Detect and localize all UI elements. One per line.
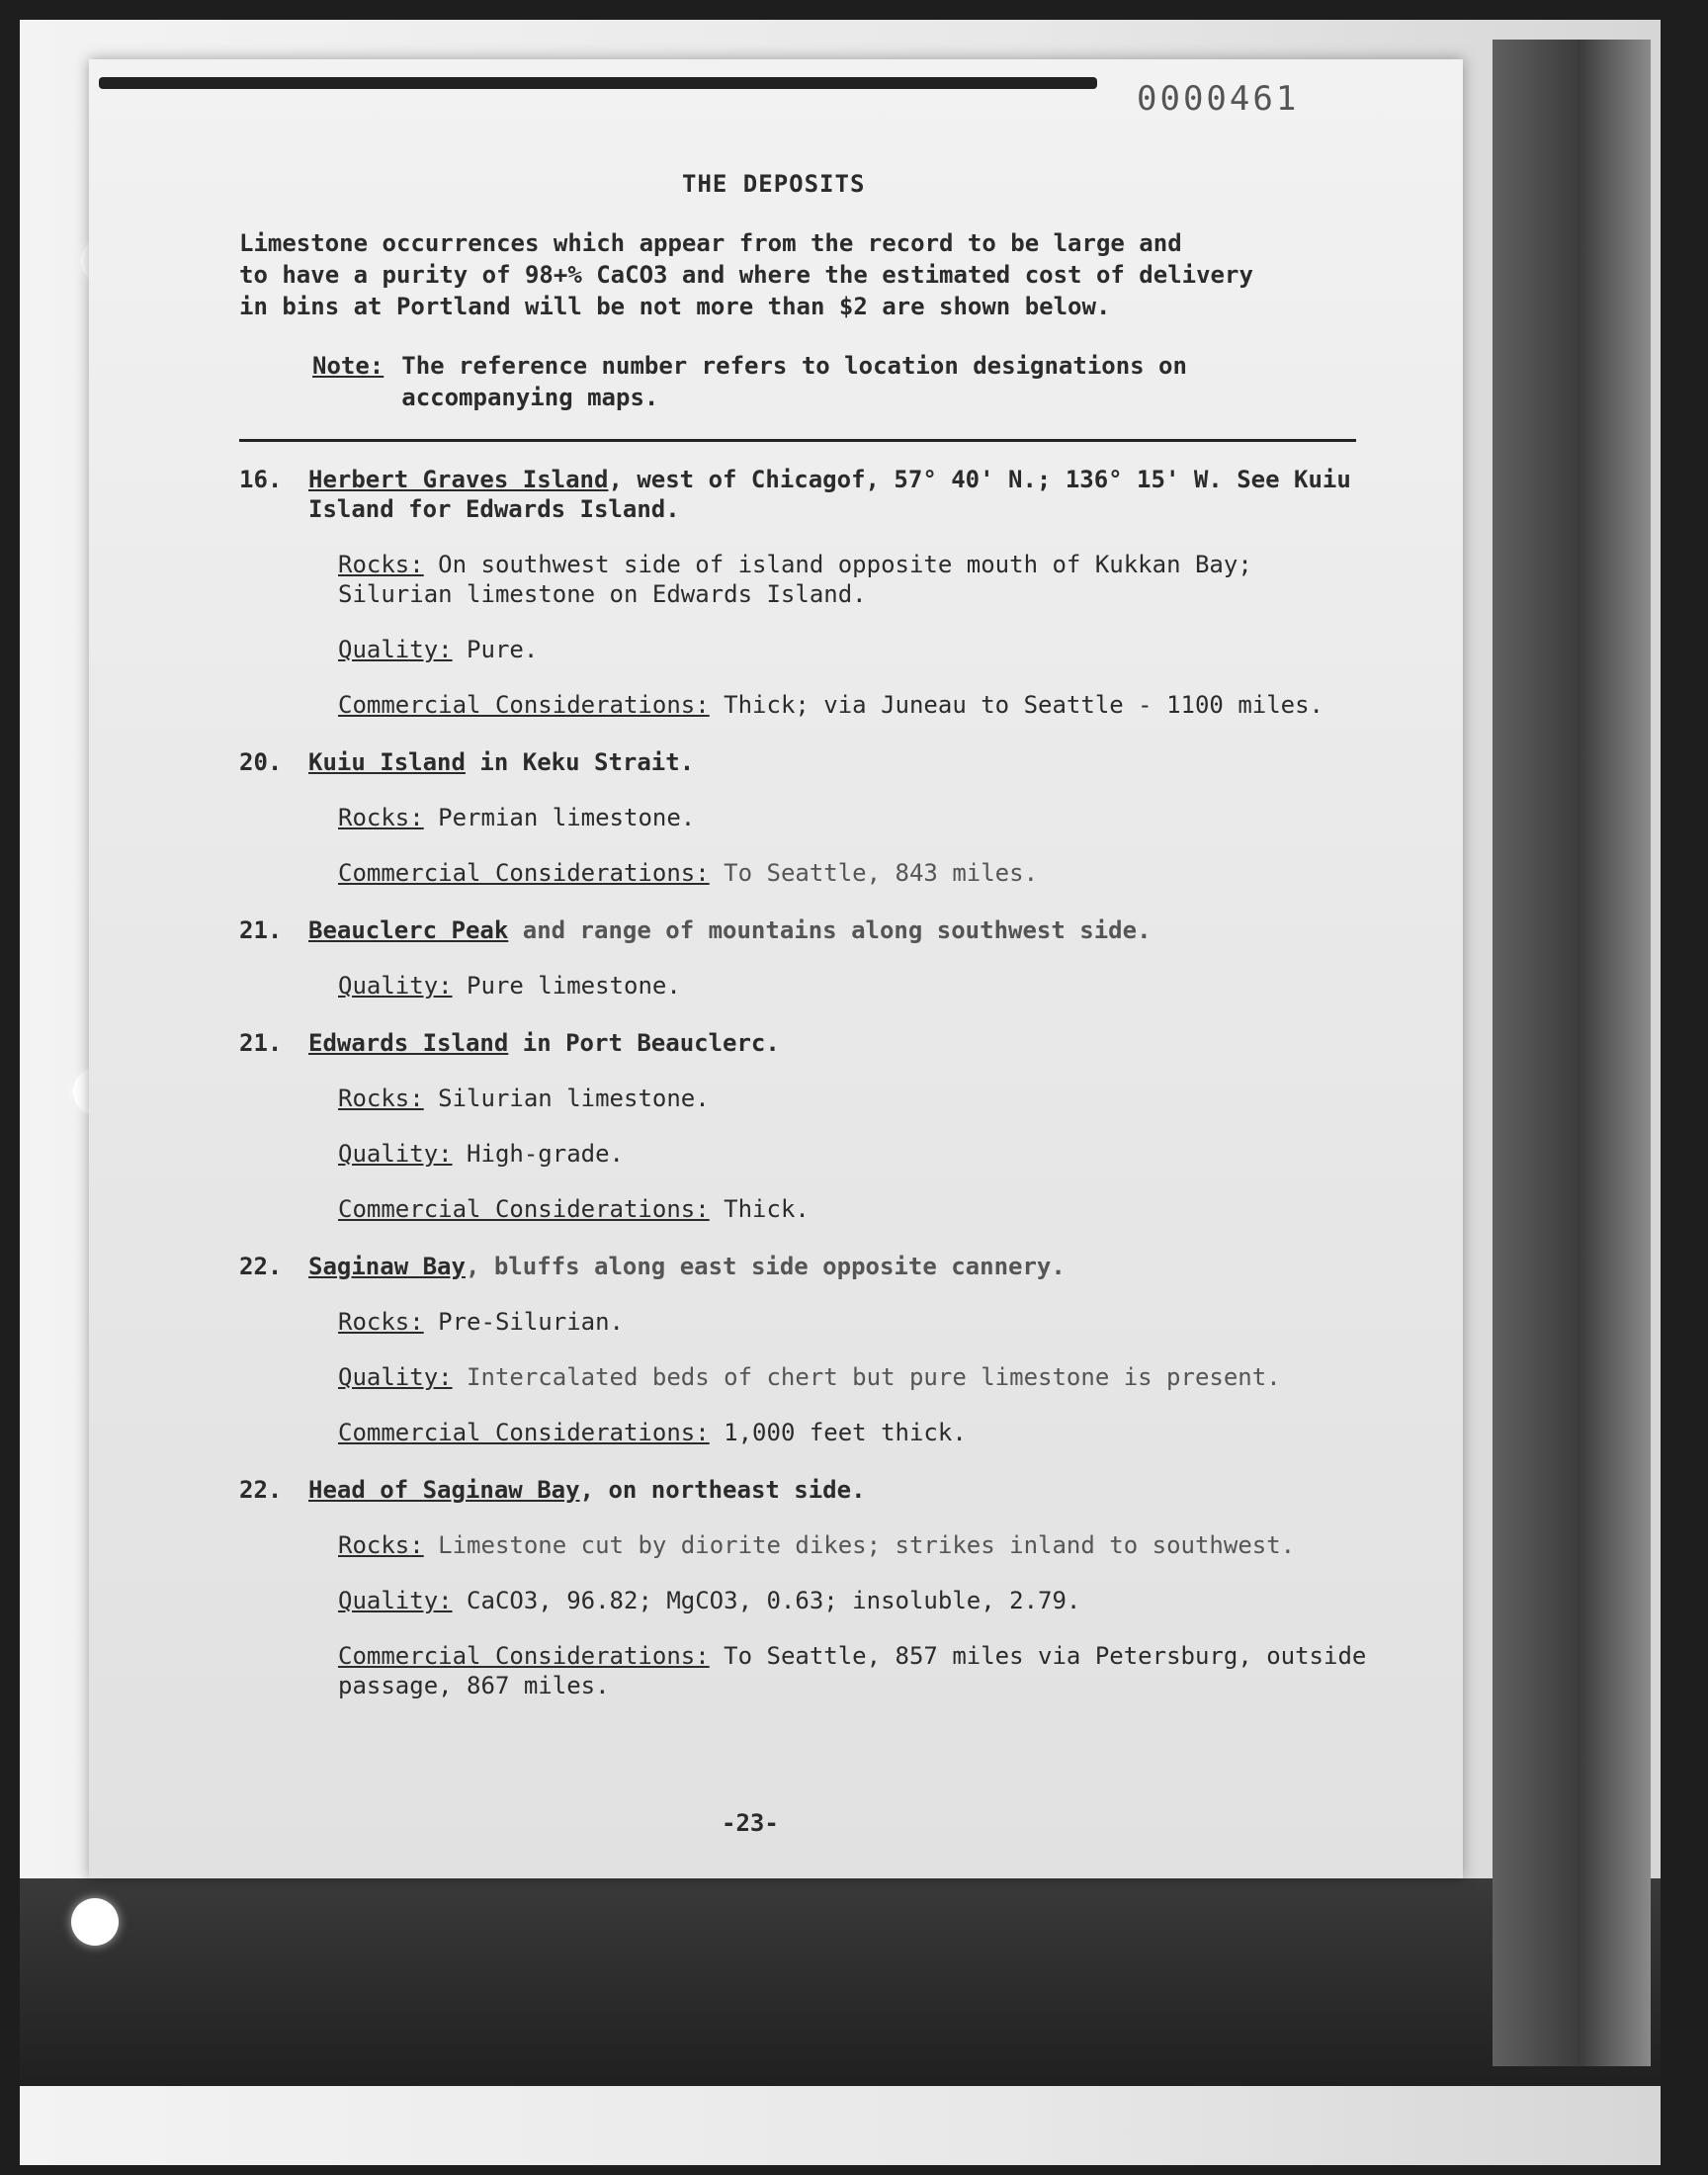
commercial-value: Thick. bbox=[724, 1195, 810, 1223]
quality-label: Quality: bbox=[338, 1587, 453, 1614]
entry-location: in Port Beauclerc. bbox=[508, 1029, 780, 1057]
entry-heading bbox=[239, 1028, 1376, 1058]
quality-label: Quality: bbox=[338, 972, 453, 1000]
rocks-row bbox=[239, 550, 1376, 609]
section-divider bbox=[239, 439, 1356, 442]
punch-hole-bottom bbox=[71, 1898, 119, 1946]
commercial-label: Commercial Considerations: bbox=[338, 859, 710, 887]
commercial-row bbox=[239, 1641, 1376, 1700]
entry-location: , bluffs along east side opposite cannery. bbox=[465, 1253, 1066, 1280]
rocks-row bbox=[239, 803, 1376, 832]
deposit-entry bbox=[239, 465, 1376, 720]
entry-location: in Keku Strait. bbox=[465, 748, 695, 776]
entry-heading bbox=[239, 465, 1376, 524]
entry-name: Kuiu Island bbox=[308, 748, 466, 776]
deposit-list bbox=[239, 465, 1376, 1728]
entry-number: 22. bbox=[239, 1253, 283, 1280]
quality-row bbox=[239, 1586, 1376, 1615]
rocks-value: On southwest side of island opposite mouth of Kukkan Bay; Silurian limestone on Edwards Island. bbox=[338, 551, 1252, 608]
quality-label: Quality: bbox=[338, 1140, 453, 1168]
commercial-label: Commercial Considerations: bbox=[338, 1419, 710, 1446]
entry-location: , on northeast side. bbox=[579, 1476, 866, 1504]
rocks-value: Silurian limestone. bbox=[438, 1085, 710, 1112]
rocks-label: Rocks: bbox=[338, 804, 424, 831]
quality-row bbox=[239, 1139, 1376, 1169]
quality-row bbox=[239, 635, 1376, 664]
rocks-row bbox=[239, 1084, 1376, 1113]
deposit-entry bbox=[239, 747, 1376, 888]
entry-number: 16. bbox=[239, 466, 283, 493]
entry-number: 20. bbox=[239, 748, 283, 776]
entry-heading bbox=[239, 915, 1376, 945]
rocks-label: Rocks: bbox=[338, 1085, 424, 1112]
document-number: 0000461 bbox=[1137, 79, 1300, 119]
note-label: Note: bbox=[312, 352, 384, 380]
quality-label: Quality: bbox=[338, 636, 453, 663]
commercial-label: Commercial Considerations: bbox=[338, 691, 710, 719]
rocks-row bbox=[239, 1530, 1376, 1560]
commercial-value: To Seattle, 857 miles via Petersburg, outside passage, 867 miles. bbox=[338, 1642, 1367, 1699]
entry-location: , west of Chicagof, 57° 40' N.; 136° 15' W. See Kuiu Island for Edwards Island. bbox=[308, 466, 1351, 523]
quality-value: Pure. bbox=[467, 636, 539, 663]
binder-bar bbox=[99, 77, 1097, 89]
deposit-entry bbox=[239, 1252, 1376, 1447]
intro-paragraph: Limestone occurrences which appear from the record to be large and to have a purity of 98+% CaCO3 and where the estimated cost of delivery in bins at Portland will be not more than $2 are shown below. bbox=[239, 229, 1253, 320]
commercial-row bbox=[239, 858, 1376, 888]
scan-background bbox=[20, 20, 1661, 2165]
rocks-label: Rocks: bbox=[338, 1531, 424, 1559]
entry-name: Beauclerc Peak bbox=[308, 916, 509, 944]
entry-name: Herbert Graves Island bbox=[308, 466, 609, 493]
quality-value: Pure limestone. bbox=[467, 972, 681, 1000]
quality-label: Quality: bbox=[338, 1363, 453, 1391]
note-block bbox=[312, 350, 1251, 413]
entry-heading bbox=[239, 747, 1376, 777]
entry-number: 21. bbox=[239, 1029, 283, 1057]
commercial-value: 1,000 feet thick. bbox=[724, 1419, 967, 1446]
rocks-value: Limestone cut by diorite dikes; strikes inland to southwest. bbox=[438, 1531, 1296, 1559]
commercial-value: Thick; via Juneau to Seattle - 1100 miles. bbox=[724, 691, 1324, 719]
page-number: -23- bbox=[722, 1809, 779, 1837]
quality-value: CaCO3, 96.82; MgCO3, 0.63; insoluble, 2.79. bbox=[467, 1587, 1081, 1614]
note-text: The reference number refers to location designations on accompanying maps. bbox=[401, 352, 1187, 411]
rocks-label: Rocks: bbox=[338, 551, 424, 578]
entry-location: and range of mountains along southwest side. bbox=[508, 916, 1152, 944]
quality-value: High-grade. bbox=[467, 1140, 624, 1168]
entry-number: 22. bbox=[239, 1476, 283, 1504]
page-title: THE DEPOSITS bbox=[682, 170, 866, 198]
quality-value: Intercalated beds of chert but pure limestone is present. bbox=[467, 1363, 1281, 1391]
quality-row bbox=[239, 971, 1376, 1000]
rocks-value: Permian limestone. bbox=[438, 804, 696, 831]
entry-heading bbox=[239, 1252, 1376, 1281]
rocks-row bbox=[239, 1307, 1376, 1337]
bottom-dark-strip bbox=[20, 1878, 1661, 2086]
commercial-row bbox=[239, 1418, 1376, 1447]
deposit-entry bbox=[239, 1475, 1376, 1700]
commercial-label: Commercial Considerations: bbox=[338, 1195, 710, 1223]
entry-heading bbox=[239, 1475, 1376, 1505]
entry-number: 21. bbox=[239, 916, 283, 944]
commercial-value: To Seattle, 843 miles. bbox=[724, 859, 1039, 887]
quality-row bbox=[239, 1362, 1376, 1392]
entry-name: Head of Saginaw Bay bbox=[308, 1476, 580, 1504]
commercial-label: Commercial Considerations: bbox=[338, 1642, 710, 1670]
entry-name: Edwards Island bbox=[308, 1029, 509, 1057]
entry-name: Saginaw Bay bbox=[308, 1253, 466, 1280]
rocks-value: Pre-Silurian. bbox=[438, 1308, 624, 1336]
commercial-row bbox=[239, 690, 1376, 720]
document-page bbox=[89, 59, 1463, 1878]
right-dark-strip bbox=[1493, 40, 1651, 2066]
deposit-entry bbox=[239, 1028, 1376, 1224]
deposit-entry bbox=[239, 915, 1376, 1000]
rocks-label: Rocks: bbox=[338, 1308, 424, 1336]
commercial-row bbox=[239, 1194, 1376, 1224]
